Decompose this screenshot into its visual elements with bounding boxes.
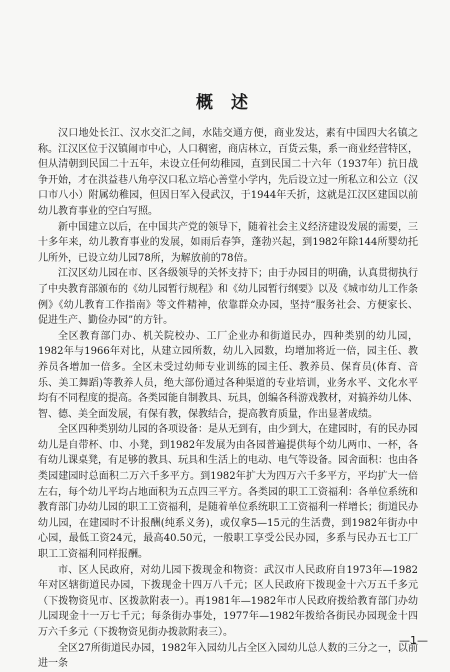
- paragraph-4: 全区教育部门办、机关院校办、工厂企业办和街道民办，四种类别的幼儿园，1982年与1966年对比，从建立园所数，幼儿入园数，均增加将近一倍，园主任、教养员各增加一倍多。全区未受过幼师专业训练的园主任、教养员、保育员(体育、音乐、美工舞蹈)等教养人员，绝大部份通过各种渠道的专业培训，业务水平、文化水平均有不同程度的提高。各类园能自制教具、玩具，创编各科游戏教材，对搞养幼儿体、智、德、美全面发展，有保有教，保教结合，提高教育质量，作出显著成绩。: [38, 330, 418, 420]
- paragraph-1: 汉口地处长江、汉水交汇之间，水陆交通方便，商业发达，素有中国四大名镇之称。江汉区位于汉镇闹市中心，人口稠密，商店林立，百货云集，系一商业经营特区，但从清朝到民国二十五年，未设立任何幼稚园，直到民国二十六年（1937年）抗日战争开始，才在洪益巷八角亭汉口私立培心善堂小学内，先后设立过一所私立和公立（汉口市八小）附属幼稚园，但因日军入侵武汉，于1944年夭折，这就是江汉区建国以前幼儿教育事业的空白写照。: [38, 128, 418, 217]
- paragraph-6: 市、区人民政府，对幼儿园下拨现金和物资：武汉市人民政府自1973年—1982年对区辖街道民办园，下拨现金十四万八千元；区人民政府下拨现金十六万五千多元（下拨物资见市、区拨款附表一）。再1981年—1982年市人民政府拨给教育部门办幼儿园现金十一万七千元；每条街办事处，1977年—1982年拨给各街民办园现金十四万六千多元（下拨物资见街办拨款附表三）。: [38, 564, 418, 638]
- paragraph-7: 全区27所街道民办园，1982年入园幼儿占全区入园幼儿总人数的三分之一，以前进一条: [38, 642, 418, 670]
- document-body: [38, 126, 418, 672]
- paragraph-3: 江汉区幼儿园在市、区各级领导的关怀支持下；由于办园目的明确，认真贯彻执行了中央教育部颁布的《幼儿园暂行规程》和《幼儿园暂行纲要》以及《城市幼儿工作条例》《幼儿教育工作指南》等文件精神，依靠群众办园，坚持“服务社会、方便家长、促进生产、勤俭办园”的方针。: [38, 268, 418, 327]
- page-number: —1—: [399, 634, 428, 647]
- paragraph-5: 全区四种类别幼儿园的各项设备：是从无到有，由少到大，在建园时，有的民办园幼儿是自带杯、巾、小凳，到1982年发展为由各园普遍提供每个幼儿两巾、一杯，各有幼儿课桌凳，有足够的教具、玩具和生活上的电动、电气等设备。园舍面积：也由各类园建园时总面积二万六千多平方。到1982年扩大为四万六千多平方，平均扩大一倍左右，每个幼儿平均占地面积为五点四三平方。各类园的职工工资福利：各单位系统和教育部门办幼儿园的职工工资福利，是随着单位系统职工工资福利一样增长；街道民办幼儿园，在建园时不计报酬(纯系义务)，或仅拿5—15元的生活费，到1982年街办中心园，最低工资24元，最高40.50元，一般职工享受公民办园，多系与民办五七工厂职工工资福利同样报酬。: [38, 424, 418, 561]
- page-title: 概 述: [196, 93, 254, 113]
- paragraph-2: 新中国建立以后，在中国共产党的领导下，随着社会主义经济建设发展的需要，三十多年来，幼儿教育事业的发展，如雨后春笋，蓬勃兴起，到1982年除144所婴幼托儿所外，已设立幼儿园78所，为解放前的78倍。: [38, 221, 418, 264]
